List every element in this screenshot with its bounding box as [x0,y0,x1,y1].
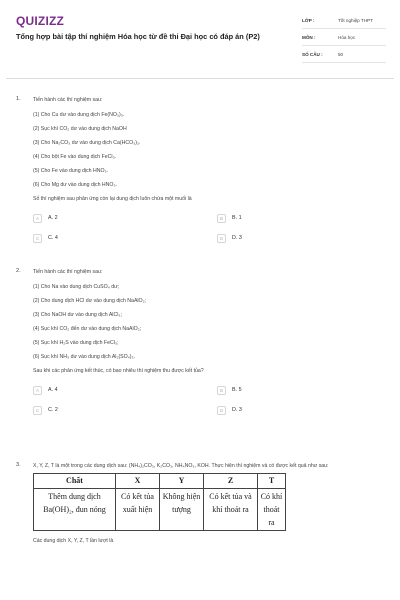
table-cell: Có khí thoát ra [258,489,286,531]
worksheet-title: Tổng hợp bài tập thí nghiệm Hóa học từ đề thi Đại học có đáp án (P2) [16,32,260,41]
question-line: (3) Cho Na₂CO₃ dư vào dung dịch Ca(HCO₃)₂. [33,140,141,146]
question-line: (4) Cho bột Fe vào dung dịch FeCl₃. [33,154,117,160]
worksheet-meta [302,15,386,66]
option-letter-box: B [217,214,226,223]
question-line: (1) Cho Cu dư vào dung dịch Fe(NO₃)₃. [33,112,125,118]
meta-label: SỐ CÂU : [302,52,323,57]
option-letter-box: C [33,406,42,415]
option-letter-box: A [33,386,42,395]
option-letter-box: A [33,214,42,223]
question-intro: Tiến hành các thí nghiệm sau: [33,97,103,103]
option-text: A. 2 [48,215,58,221]
question-prompt: Các dung dịch X, Y, Z, T lần lượt là [33,538,114,544]
option-c[interactable] [33,404,58,416]
meta-value: 50 [338,52,344,57]
answer-options [33,212,385,250]
question-number: 1. [16,96,21,102]
meta-value: Hóa học [338,35,356,40]
question-line: (3) Cho NaOH dư vào dung dịch AlCl₃; [33,312,122,318]
option-d[interactable] [217,404,242,416]
question-number: 3. [16,462,21,468]
question-line: (5) Sục khí H₂S vào dung dịch FeCl₃; [33,340,119,346]
option-b[interactable] [217,212,242,224]
option-letter-box: C [33,234,42,243]
table-header-cell: Y [160,474,204,489]
option-d[interactable] [217,232,242,244]
table-header-cell: Z [204,474,258,489]
answer-options [33,384,385,422]
option-text: C. 2 [48,407,58,413]
option-text: D. 3 [232,235,242,241]
table-row [34,489,286,531]
table-header-cell: Chất [34,474,116,489]
table-header-cell: X [116,474,160,489]
table-header-cell: T [258,474,286,489]
question-body [33,268,385,422]
option-letter-box: D [217,234,226,243]
table-cell: Có kết tủa xuất hiện [116,489,160,531]
question-line: (5) Cho Fe vào dung dịch HNO₃. [33,168,109,174]
option-text: B. 1 [232,215,242,221]
question-number: 2. [16,268,21,274]
option-c[interactable] [33,232,58,244]
question-line: (6) Sục khí NH₃ dư vào dung dịch Al₂(SO₄)₃. [33,354,136,360]
question-intro: X, Y, Z, T là một trong các dung dịch sau: (NH₄)₂CO₃, K₂CO₃, NH₄NO₃, KOH. Thực hiện thí nghiệm và có được kết quả như sau: [33,463,329,469]
question-body [33,462,385,544]
meta-label: LỚP : [302,18,315,23]
question-line: (1) Cho Na vào dung dịch CuSO₄ dư; [33,284,120,290]
question-prompt: Số thí nghiệm sau phản ứng còn lại dung dịch luôn chứa một muối là [33,196,192,202]
option-text: B. 5 [232,387,242,393]
meta-row-count [302,49,386,63]
option-text: D. 3 [232,407,242,413]
meta-row-subject [302,32,386,46]
option-letter-box: D [217,406,226,415]
quizizz-logo[interactable]: QUIZIZZ [16,14,65,28]
question-line: (2) Cho dung dịch HCl dư vào dung dịch NaAlO₂; [33,298,147,304]
option-text: A. 4 [48,387,58,393]
worksheet-header [0,0,400,70]
meta-value: Tốt nghiệp THPT [338,18,373,23]
option-a[interactable] [33,384,58,396]
question-line: (2) Sục khí CO₂ dư vào dung dịch NaOH [33,126,127,132]
option-text: C. 4 [48,235,58,241]
option-letter-box: B [217,386,226,395]
option-b[interactable] [217,384,242,396]
question-intro: Tiến hành các thí nghiệm sau: [33,269,103,275]
option-a[interactable] [33,212,58,224]
table-cell: Có kết tủa và khí thoát ra [204,489,258,531]
table-cell: Thêm dung dịch Ba(OH)₂, đun nóng [34,489,116,531]
table-cell: Không hiện tượng [160,489,204,531]
meta-row-class [302,15,386,29]
question-line: (6) Cho Mg dư vào dung dịch HNO₃. [33,182,118,188]
header-divider [6,78,394,79]
question-line: (4) Sục khí CO₂ đến dư vào dung dịch NaAlO₂; [33,326,142,332]
meta-label: MÔN : [302,35,316,40]
question-prompt: Sau khi các phản ứng kết thúc, có bao nhiêu thí nghiệm thu được kết tủa? [33,368,204,374]
question-body [33,96,385,250]
results-table [33,473,286,531]
table-header-row [34,474,286,489]
